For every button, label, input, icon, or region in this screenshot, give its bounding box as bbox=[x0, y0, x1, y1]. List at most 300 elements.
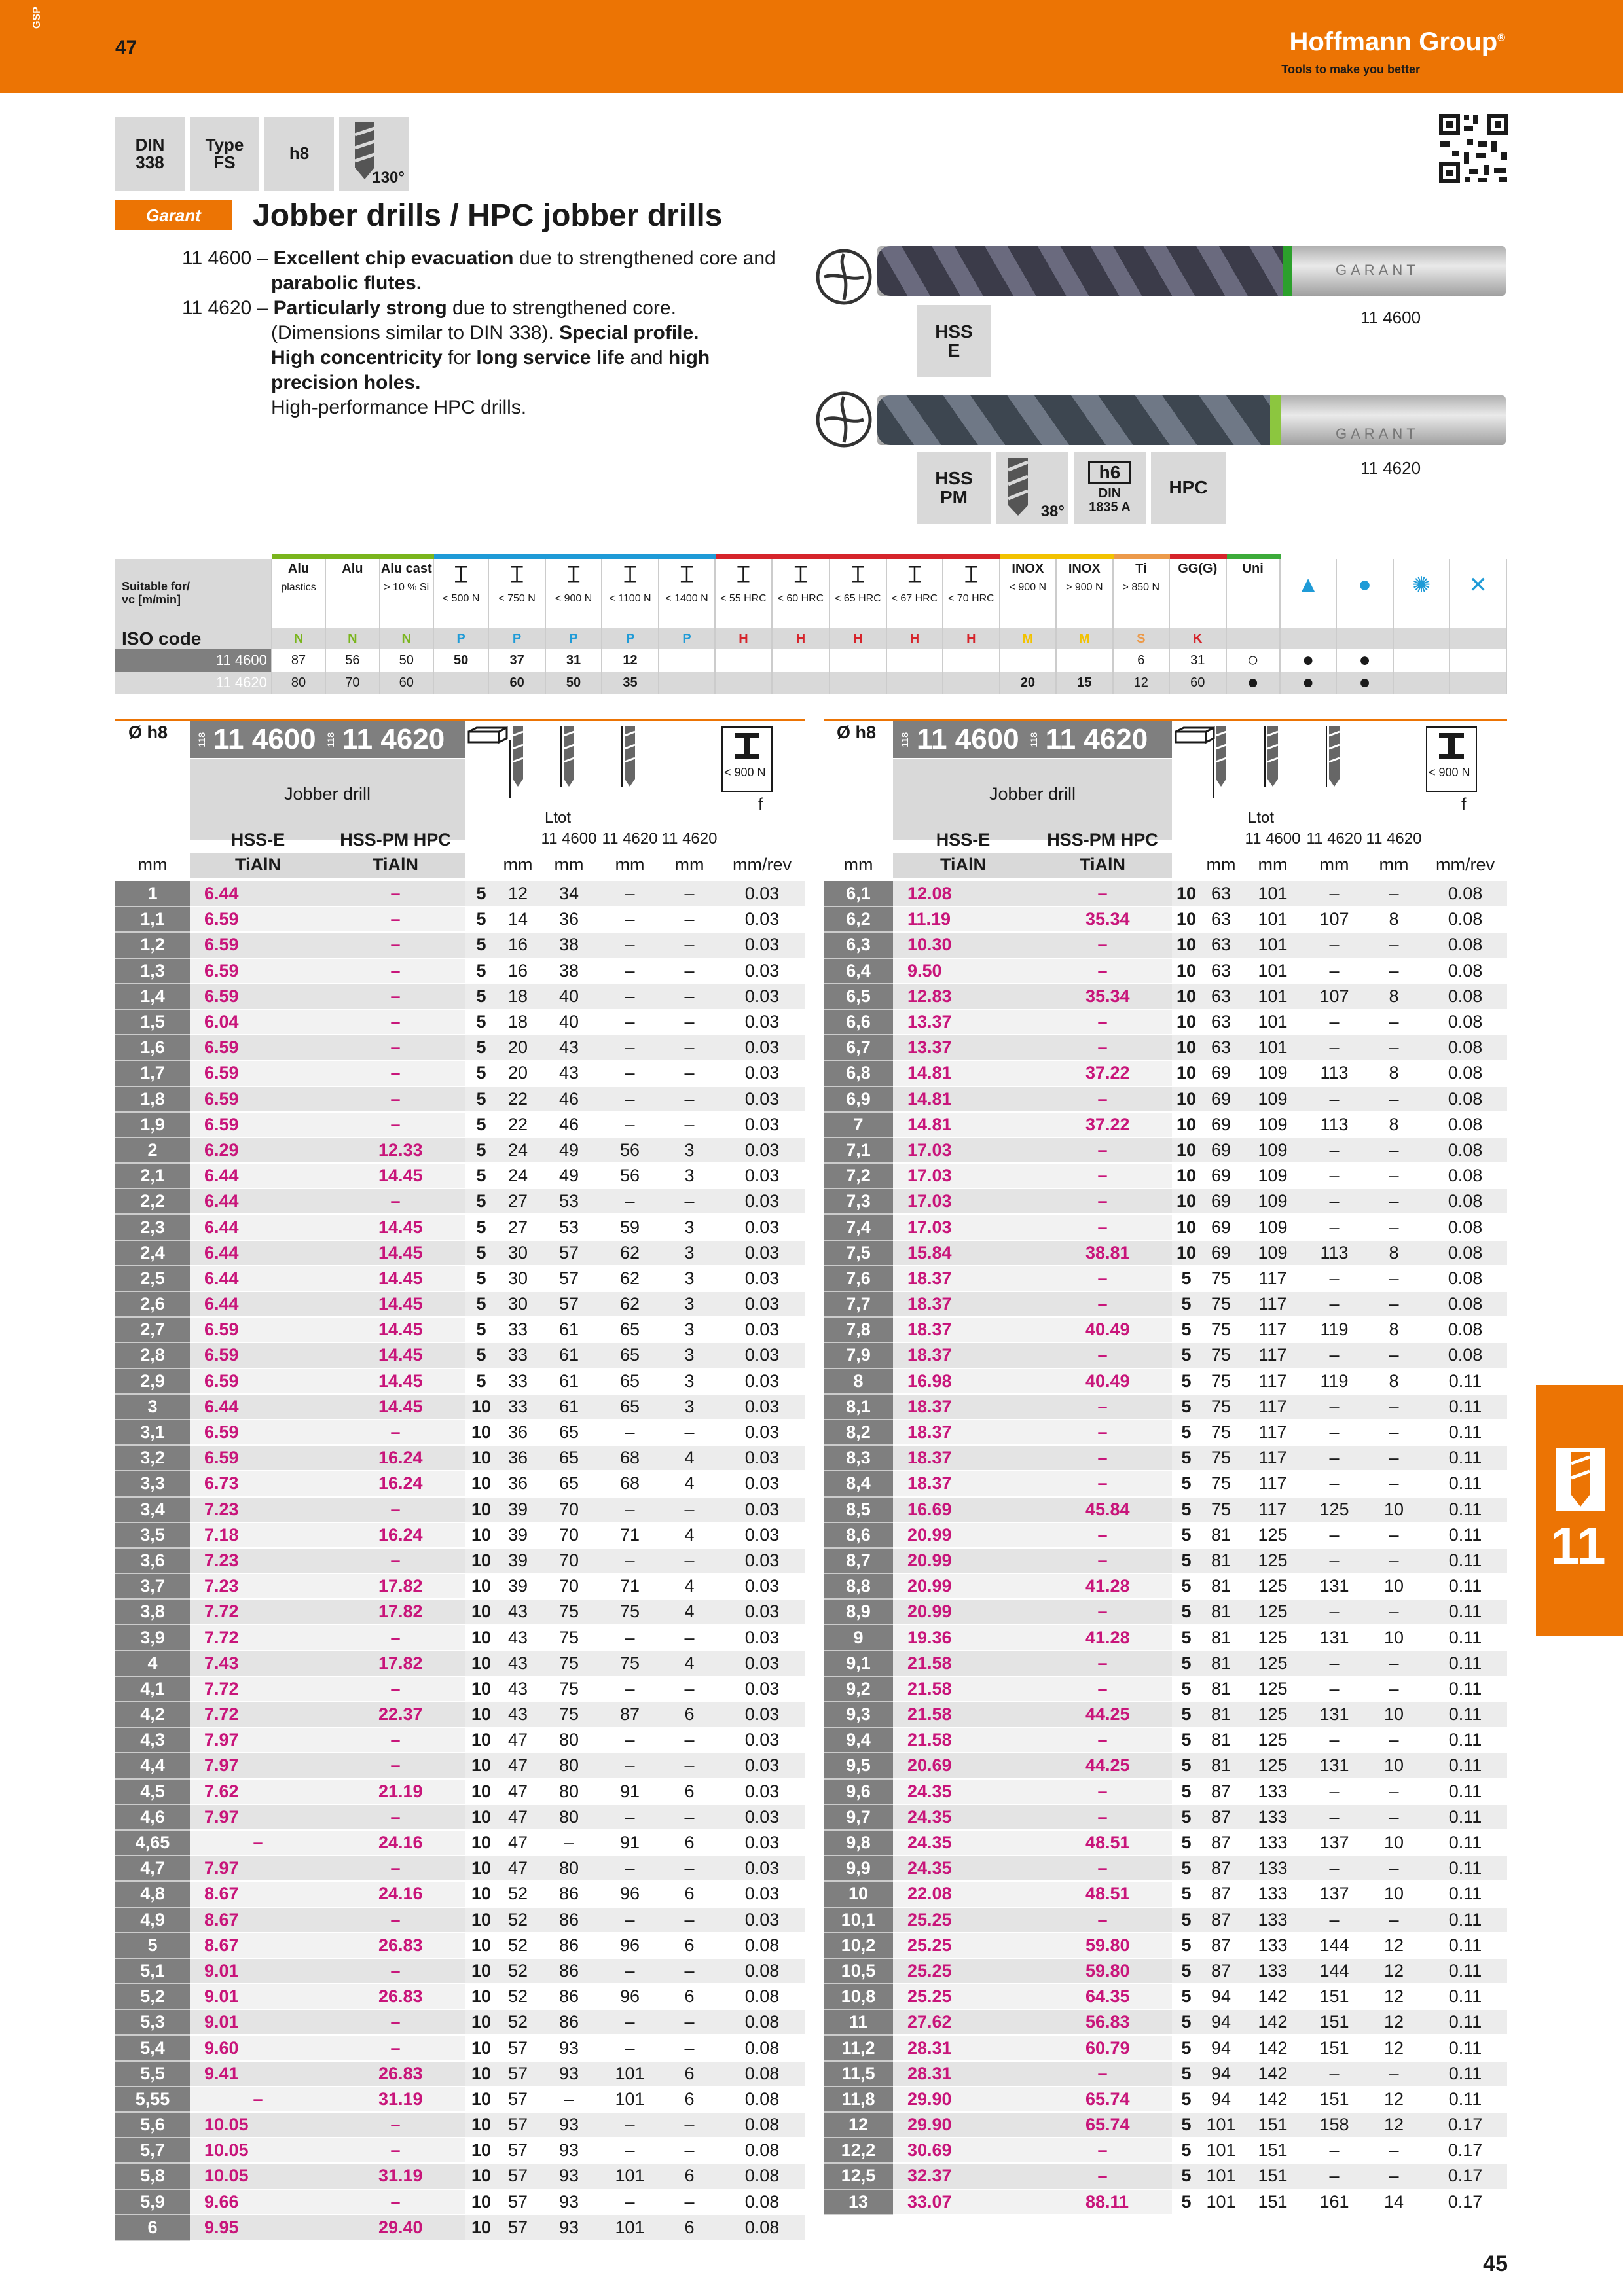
flute-length: 39 bbox=[498, 1548, 538, 1573]
price-hss-e[interactable]: 18.37 bbox=[893, 1420, 1033, 1445]
price-hss-e[interactable]: 6.59 bbox=[190, 1317, 326, 1342]
table-row bbox=[824, 1522, 1507, 1548]
price-hss-e[interactable]: 6.59 bbox=[190, 932, 326, 958]
price-hss-pm[interactable]: 17.82 bbox=[326, 1599, 465, 1624]
pack-qty: 5 bbox=[465, 958, 498, 984]
price-hss-e[interactable]: 20.69 bbox=[893, 1753, 1033, 1778]
price-hss-e[interactable]: 6.44 bbox=[190, 1163, 326, 1189]
price-hss-e[interactable]: 21.58 bbox=[893, 1702, 1033, 1727]
price-hss-pm[interactable]: – bbox=[326, 1856, 465, 1881]
pack-qty: 10 bbox=[1172, 1035, 1201, 1060]
price-hss-pm[interactable]: – bbox=[1033, 932, 1172, 958]
price-hss-pm[interactable]: 22.37 bbox=[326, 1702, 465, 1727]
price-hss-pm[interactable]: 14.45 bbox=[326, 1317, 465, 1342]
price-hss-pm[interactable]: – bbox=[1033, 1394, 1172, 1420]
price-hss-pm[interactable]: 16.24 bbox=[326, 1445, 465, 1471]
price-hss-pm[interactable]: – bbox=[1033, 1548, 1172, 1573]
total-length: 70 bbox=[538, 1522, 600, 1548]
feed-rate: 0.03 bbox=[719, 1471, 805, 1496]
pack-qty: 10 bbox=[465, 2009, 498, 2035]
price-hss-pm[interactable]: – bbox=[326, 2009, 465, 2035]
price-hss-pm[interactable]: – bbox=[326, 2035, 465, 2060]
price-hss-pm[interactable]: 40.49 bbox=[1033, 1369, 1172, 1394]
price-hss-e[interactable]: 27.62 bbox=[893, 2009, 1033, 2035]
price-hss-pm[interactable]: – bbox=[326, 1676, 465, 1702]
price-hss-pm[interactable]: 14.45 bbox=[326, 1394, 465, 1420]
diameter: 7,9 bbox=[824, 1342, 893, 1368]
pack-qty: 5 bbox=[1172, 1497, 1201, 1522]
price-hss-pm[interactable]: – bbox=[326, 1624, 465, 1650]
price-hss-e[interactable]: 7.23 bbox=[190, 1548, 326, 1573]
total-length-hpc: 101 bbox=[600, 2163, 660, 2189]
price-hss-pm[interactable]: – bbox=[326, 1727, 465, 1753]
price-hss-pm[interactable]: 41.28 bbox=[1033, 1624, 1172, 1650]
price-hss-e[interactable]: 6.59 bbox=[190, 1420, 326, 1445]
price-hss-e[interactable]: 24.35 bbox=[893, 1779, 1033, 1804]
price-hss-pm[interactable]: – bbox=[1033, 1907, 1172, 1933]
feed-rate: 0.08 bbox=[719, 2163, 805, 2189]
price-hss-e[interactable]: 19.36 bbox=[893, 1624, 1033, 1650]
price-hss-e[interactable]: 16.98 bbox=[893, 1369, 1033, 1394]
hpc-variant: 8 bbox=[1364, 1240, 1423, 1266]
section-tab[interactable] bbox=[1536, 1385, 1623, 1636]
price-hss-e[interactable]: 17.03 bbox=[893, 1138, 1033, 1163]
price-hss-e[interactable]: 15.84 bbox=[893, 1240, 1033, 1266]
diameter: 1,3 bbox=[115, 958, 190, 984]
price-hss-pm[interactable]: – bbox=[326, 1958, 465, 1984]
price-hss-e[interactable]: 7.97 bbox=[190, 1856, 326, 1881]
drill-cross-section-icon bbox=[814, 247, 873, 306]
price-hss-pm[interactable]: – bbox=[1033, 881, 1172, 906]
price-hss-e[interactable]: 10.30 bbox=[893, 932, 1033, 958]
price-hss-pm[interactable]: – bbox=[1033, 1138, 1172, 1163]
price-hss-pm[interactable]: 17.82 bbox=[326, 1573, 465, 1599]
price-hss-pm[interactable]: – bbox=[326, 1753, 465, 1778]
price-hss-pm[interactable]: 26.83 bbox=[326, 1984, 465, 2009]
price-hss-e[interactable]: 12.83 bbox=[893, 984, 1033, 1009]
price-hss-pm[interactable]: 35.34 bbox=[1033, 984, 1172, 1009]
price-hss-pm[interactable]: – bbox=[1033, 1445, 1172, 1471]
material-strength: < 1400 N bbox=[665, 593, 708, 604]
price-hss-e[interactable]: 7.23 bbox=[190, 1497, 326, 1522]
price-hss-e[interactable]: 6.44 bbox=[190, 1214, 326, 1240]
price-hss-e[interactable]: 7.62 bbox=[190, 1779, 326, 1804]
feed-rate: 0.11 bbox=[1423, 1445, 1507, 1471]
price-hss-pm[interactable]: 14.45 bbox=[326, 1266, 465, 1291]
feed-rate: 0.08 bbox=[1423, 1138, 1507, 1163]
material-strength: < 900 N bbox=[555, 593, 593, 604]
price-hss-e[interactable]: 17.03 bbox=[893, 1214, 1033, 1240]
price-hss-pm[interactable]: 14.45 bbox=[326, 1291, 465, 1317]
price-hss-e[interactable]: 18.37 bbox=[893, 1445, 1033, 1471]
price-hss-e[interactable]: 10.05 bbox=[190, 2138, 326, 2163]
diameter: 5,6 bbox=[115, 2112, 190, 2138]
table-row bbox=[824, 2163, 1507, 2189]
price-hss-e[interactable]: 29.90 bbox=[893, 2087, 1033, 2112]
flute-length: 30 bbox=[498, 1240, 538, 1266]
price-hss-pm[interactable]: – bbox=[1033, 1163, 1172, 1189]
price-hss-e[interactable]: 6.59 bbox=[190, 1035, 326, 1060]
flute-length: 52 bbox=[498, 1881, 538, 1907]
product-type: Jobber drill bbox=[989, 784, 1076, 804]
hpc-variant: 14 bbox=[1364, 2189, 1423, 2215]
tolerance-box: h8 bbox=[264, 117, 334, 191]
price-hss-e[interactable]: 18.37 bbox=[893, 1291, 1033, 1317]
hpc-variant: 3 bbox=[660, 1317, 719, 1342]
diameter: 9,2 bbox=[824, 1676, 893, 1702]
pack-qty: 5 bbox=[1172, 1676, 1201, 1702]
price-hss-e[interactable]: 6.59 bbox=[190, 1086, 326, 1112]
price-hss-pm[interactable]: – bbox=[326, 932, 465, 958]
iso-code: N bbox=[380, 628, 433, 649]
price-hss-e[interactable]: 9.50 bbox=[893, 958, 1033, 984]
price-hss-e[interactable]: 33.07 bbox=[893, 2189, 1033, 2215]
price-hss-e[interactable]: 18.37 bbox=[893, 1342, 1033, 1368]
price-hss-pm[interactable]: – bbox=[326, 1086, 465, 1112]
price-hss-e[interactable]: 6.59 bbox=[190, 958, 326, 984]
price-hss-e[interactable]: 24.35 bbox=[893, 1804, 1033, 1830]
price-hss-e[interactable]: 14.81 bbox=[893, 1060, 1033, 1086]
price-hss-e[interactable]: 21.58 bbox=[893, 1727, 1033, 1753]
diameter: 11,8 bbox=[824, 2087, 893, 2112]
price-hss-e[interactable]: – bbox=[190, 1830, 326, 1856]
feed-rate: 0.03 bbox=[719, 1779, 805, 1804]
price-hss-e[interactable]: 20.99 bbox=[893, 1599, 1033, 1624]
price-hss-pm[interactable]: – bbox=[1033, 1856, 1172, 1881]
price-hss-e[interactable]: 6.44 bbox=[190, 1394, 326, 1420]
price-hss-e[interactable]: 18.37 bbox=[893, 1266, 1033, 1291]
price-hss-pm[interactable]: 29.40 bbox=[326, 2215, 465, 2240]
price-hss-e[interactable]: 16.69 bbox=[893, 1497, 1033, 1522]
feed-rate: 0.08 bbox=[719, 2035, 805, 2060]
price-hss-e[interactable]: 9.60 bbox=[190, 2035, 326, 2060]
price-hss-pm[interactable]: – bbox=[326, 1548, 465, 1573]
price-hss-pm[interactable]: – bbox=[1033, 1727, 1172, 1753]
cutting-speed bbox=[943, 649, 999, 672]
price-hss-pm[interactable]: 38.81 bbox=[1033, 1240, 1172, 1266]
price-hss-pm[interactable]: – bbox=[1033, 2138, 1172, 2163]
price-hss-pm[interactable]: 44.25 bbox=[1033, 1702, 1172, 1727]
price-hss-pm[interactable]: 59.80 bbox=[1033, 1933, 1172, 1958]
price-hss-e[interactable]: 7.97 bbox=[190, 1804, 326, 1830]
price-hss-pm[interactable]: 14.45 bbox=[326, 1163, 465, 1189]
price-hss-pm[interactable]: – bbox=[1033, 1420, 1172, 1445]
price-hss-e[interactable]: 7.18 bbox=[190, 1522, 326, 1548]
price-hss-pm[interactable]: – bbox=[1033, 1035, 1172, 1060]
iso-code: P bbox=[659, 628, 715, 649]
price-hss-e[interactable]: 6.44 bbox=[190, 881, 326, 906]
price-hss-e[interactable]: 13.37 bbox=[893, 1035, 1033, 1060]
price-hss-e[interactable]: 6.59 bbox=[190, 1369, 326, 1394]
price-hss-pm[interactable]: 88.11 bbox=[1033, 2189, 1172, 2215]
total-length: 142 bbox=[1241, 1984, 1304, 2009]
cutting-speed: ○ bbox=[1226, 649, 1280, 672]
price-hss-e[interactable]: 7.43 bbox=[190, 1651, 326, 1676]
price-hss-pm[interactable]: – bbox=[326, 2189, 465, 2215]
price-hss-e[interactable]: 7.97 bbox=[190, 1727, 326, 1753]
price-hss-pm[interactable]: – bbox=[1033, 1086, 1172, 1112]
total-length-hpc: – bbox=[1304, 1035, 1364, 1060]
price-hss-e[interactable]: 7.72 bbox=[190, 1599, 326, 1624]
diameter: 8,3 bbox=[824, 1445, 893, 1471]
price-hss-e[interactable]: 24.35 bbox=[893, 1856, 1033, 1881]
price-hss-e[interactable]: 20.99 bbox=[893, 1548, 1033, 1573]
price-hss-pm[interactable]: 44.25 bbox=[1033, 1753, 1172, 1778]
price-hss-pm[interactable]: 37.22 bbox=[1033, 1112, 1172, 1138]
price-hss-e[interactable]: 7.72 bbox=[190, 1702, 326, 1727]
price-hss-e[interactable]: 6.59 bbox=[190, 984, 326, 1009]
flute-length: 47 bbox=[498, 1856, 538, 1881]
price-hss-pm[interactable]: – bbox=[1033, 1009, 1172, 1035]
price-hss-pm[interactable]: – bbox=[1033, 1651, 1172, 1676]
price-hss-e[interactable]: 8.67 bbox=[190, 1933, 326, 1958]
price-hss-e[interactable]: 9.66 bbox=[190, 2189, 326, 2215]
price-hss-e[interactable]: 6.59 bbox=[190, 1112, 326, 1138]
price-hss-e[interactable]: 22.08 bbox=[893, 1881, 1033, 1907]
price-hss-e[interactable]: 20.99 bbox=[893, 1522, 1033, 1548]
price-hss-pm[interactable]: – bbox=[326, 1112, 465, 1138]
price-hss-e[interactable]: 18.37 bbox=[893, 1471, 1033, 1496]
price-hss-pm[interactable]: 24.16 bbox=[326, 1881, 465, 1907]
price-hss-pm[interactable]: 35.34 bbox=[1033, 906, 1172, 932]
price-hss-pm[interactable]: – bbox=[1033, 1214, 1172, 1240]
price-hss-e[interactable]: 9.01 bbox=[190, 1984, 326, 2009]
price-hss-pm[interactable]: – bbox=[1033, 1291, 1172, 1317]
price-hss-e[interactable]: 28.31 bbox=[893, 2061, 1033, 2087]
price-hss-pm[interactable]: – bbox=[1033, 1342, 1172, 1368]
price-hss-e[interactable]: 17.03 bbox=[893, 1189, 1033, 1214]
pack-qty: 10 bbox=[465, 2215, 498, 2240]
price-hss-pm[interactable]: 37.22 bbox=[1033, 1060, 1172, 1086]
price-hss-e[interactable]: 25.25 bbox=[893, 1984, 1033, 2009]
hpc-variant: – bbox=[1364, 1548, 1423, 1573]
cutting-speed bbox=[433, 672, 488, 694]
pack-qty: 10 bbox=[465, 2138, 498, 2163]
price-hss-e[interactable]: 7.72 bbox=[190, 1624, 326, 1650]
price-hss-pm[interactable]: 14.45 bbox=[326, 1214, 465, 1240]
price-hss-pm[interactable]: – bbox=[1033, 2163, 1172, 2189]
price-hss-pm[interactable]: – bbox=[1033, 1676, 1172, 1702]
price-hss-pm[interactable]: 45.84 bbox=[1033, 1497, 1172, 1522]
price-hss-e[interactable]: 18.37 bbox=[893, 1317, 1033, 1342]
price-hss-pm[interactable]: – bbox=[326, 906, 465, 932]
price-hss-pm[interactable]: 64.35 bbox=[1033, 1984, 1172, 2009]
price-hss-e[interactable]: 21.58 bbox=[893, 1651, 1033, 1676]
price-hss-e[interactable]: 32.37 bbox=[893, 2163, 1033, 2189]
price-hss-pm[interactable]: 26.83 bbox=[326, 2061, 465, 2087]
price-hss-e[interactable]: 6.73 bbox=[190, 1471, 326, 1496]
price-hss-e[interactable]: 6.59 bbox=[190, 906, 326, 932]
pack-qty: 10 bbox=[465, 1933, 498, 1958]
price-hss-e[interactable]: 9.01 bbox=[190, 1958, 326, 1984]
price-hss-e[interactable]: 24.35 bbox=[893, 1830, 1033, 1856]
price-hss-pm[interactable]: 56.83 bbox=[1033, 2009, 1172, 2035]
price-hss-e[interactable]: 10.05 bbox=[190, 2163, 326, 2189]
total-length: 125 bbox=[1241, 1573, 1304, 1599]
price-hss-pm[interactable]: 14.45 bbox=[326, 1240, 465, 1266]
price-hss-e[interactable]: 28.31 bbox=[893, 2035, 1033, 2060]
price-hss-pm[interactable]: – bbox=[1033, 1779, 1172, 1804]
price-hss-pm[interactable]: 17.82 bbox=[326, 1651, 465, 1676]
feed-rate: 0.11 bbox=[1423, 1804, 1507, 1830]
pack-qty: 5 bbox=[1172, 2112, 1201, 2138]
price-hss-e[interactable]: 6.44 bbox=[190, 1291, 326, 1317]
price-hss-e[interactable]: 7.97 bbox=[190, 1753, 326, 1778]
strength-label: < 900 N bbox=[724, 766, 766, 779]
material-name: Alu bbox=[342, 562, 363, 576]
price-hss-e[interactable]: 25.25 bbox=[893, 1933, 1033, 1958]
price-hss-e[interactable]: 7.23 bbox=[190, 1573, 326, 1599]
price-hss-e[interactable]: 6.44 bbox=[190, 1266, 326, 1291]
price-hss-pm[interactable]: – bbox=[1033, 1804, 1172, 1830]
diameter: 5,7 bbox=[115, 2138, 190, 2163]
price-hss-pm[interactable]: – bbox=[326, 1189, 465, 1214]
price-hss-pm[interactable]: 31.19 bbox=[326, 2087, 465, 2112]
price-hss-pm[interactable]: – bbox=[326, 1907, 465, 1933]
price-hss-pm[interactable]: – bbox=[1033, 1599, 1172, 1624]
strength-label: < 900 N bbox=[1429, 766, 1470, 779]
price-hss-e[interactable]: 14.81 bbox=[893, 1086, 1033, 1112]
price-hss-e[interactable]: 12.08 bbox=[893, 881, 1033, 906]
price-hss-pm[interactable]: 31.19 bbox=[326, 2163, 465, 2189]
price-hss-pm[interactable]: – bbox=[326, 2138, 465, 2163]
price-hss-e[interactable]: 6.04 bbox=[190, 1009, 326, 1035]
price-hss-e[interactable]: 13.37 bbox=[893, 1009, 1033, 1035]
price-hss-pm[interactable]: 24.16 bbox=[326, 1830, 465, 1856]
price-hss-pm[interactable]: 59.80 bbox=[1033, 1958, 1172, 1984]
price-hss-e[interactable]: 17.03 bbox=[893, 1163, 1033, 1189]
price-hss-pm[interactable]: 48.51 bbox=[1033, 1830, 1172, 1856]
flute-length: 52 bbox=[498, 1984, 538, 2009]
price-hss-e[interactable]: 25.25 bbox=[893, 1907, 1033, 1933]
price-hss-pm[interactable]: – bbox=[1033, 2061, 1172, 2087]
price-hss-pm[interactable]: 60.79 bbox=[1033, 2035, 1172, 2060]
price-hss-e[interactable]: 9.95 bbox=[190, 2215, 326, 2240]
price-hss-e[interactable]: 6.44 bbox=[190, 1189, 326, 1214]
price-hss-pm[interactable]: 21.19 bbox=[326, 1779, 465, 1804]
price-hss-e[interactable]: 8.67 bbox=[190, 1881, 326, 1907]
coolant-icon: ▲ bbox=[1297, 572, 1319, 597]
pack-qty: 5 bbox=[1172, 2035, 1201, 2060]
price-hss-pm[interactable]: – bbox=[326, 1009, 465, 1035]
price-hss-e[interactable]: 25.25 bbox=[893, 1958, 1033, 1984]
price-hss-pm[interactable]: 14.45 bbox=[326, 1369, 465, 1394]
price-hss-pm[interactable]: 41.28 bbox=[1033, 1573, 1172, 1599]
cutting-speed: 80 bbox=[272, 672, 325, 694]
price-hss-e[interactable]: 6.29 bbox=[190, 1138, 326, 1163]
total-length-hpc: 68 bbox=[600, 1471, 660, 1496]
cutting-speed: 37 bbox=[488, 649, 545, 672]
price-hss-e[interactable]: 7.72 bbox=[190, 1676, 326, 1702]
price-hss-e[interactable]: 6.44 bbox=[190, 1240, 326, 1266]
price-hss-pm[interactable]: – bbox=[1033, 1189, 1172, 1214]
price-hss-e[interactable]: 18.37 bbox=[893, 1394, 1033, 1420]
price-hss-e[interactable]: 29.90 bbox=[893, 2112, 1033, 2138]
pack-qty: 5 bbox=[465, 1060, 498, 1086]
price-hss-e[interactable]: 6.59 bbox=[190, 1445, 326, 1471]
price-hss-e[interactable]: – bbox=[190, 2087, 326, 2112]
price-hss-pm[interactable]: 12.33 bbox=[326, 1138, 465, 1163]
price-hss-pm[interactable]: 16.24 bbox=[326, 1471, 465, 1496]
price-hss-e[interactable]: 11.19 bbox=[893, 906, 1033, 932]
price-hss-e[interactable]: 6.59 bbox=[190, 1342, 326, 1368]
price-hss-pm[interactable]: 40.49 bbox=[1033, 1317, 1172, 1342]
pack-qty: 5 bbox=[1172, 1907, 1201, 1933]
total-length-hpc: 101 bbox=[600, 2215, 660, 2240]
material-strength: < 70 HRC bbox=[948, 593, 994, 604]
price-hss-pm[interactable]: 65.74 bbox=[1033, 2112, 1172, 2138]
price-hss-pm[interactable]: – bbox=[1033, 1266, 1172, 1291]
table-row bbox=[824, 984, 1507, 1009]
total-length: 125 bbox=[1241, 1753, 1304, 1778]
cutting-speed bbox=[1393, 672, 1450, 694]
price-hss-e[interactable]: 9.01 bbox=[190, 2009, 326, 2035]
price-hss-e[interactable]: 21.58 bbox=[893, 1676, 1033, 1702]
price-hss-pm[interactable]: – bbox=[326, 984, 465, 1009]
feed-rate: 0.03 bbox=[719, 1907, 805, 1933]
price-hss-pm[interactable]: – bbox=[326, 881, 465, 906]
diameter: 2,8 bbox=[115, 1342, 190, 1368]
price-hss-e[interactable]: 14.81 bbox=[893, 1112, 1033, 1138]
price-hss-e[interactable]: 20.99 bbox=[893, 1573, 1033, 1599]
price-hss-pm[interactable]: 65.74 bbox=[1033, 2087, 1172, 2112]
price-hss-pm[interactable]: – bbox=[1033, 1522, 1172, 1548]
flute-length: 81 bbox=[1201, 1702, 1241, 1727]
feed-rate: 0.11 bbox=[1423, 1548, 1507, 1573]
total-length-hpc: – bbox=[1304, 1727, 1364, 1753]
price-hss-e[interactable]: 30.69 bbox=[893, 2138, 1033, 2163]
price-hss-pm[interactable]: 16.24 bbox=[326, 1522, 465, 1548]
pack-qty: 5 bbox=[465, 1214, 498, 1240]
price-hss-e[interactable]: 10.05 bbox=[190, 2112, 326, 2138]
price-hss-pm[interactable]: – bbox=[1033, 958, 1172, 984]
hpc-variant: 4 bbox=[660, 1471, 719, 1496]
product-type: Jobber drill bbox=[283, 784, 371, 804]
price-hss-pm[interactable]: – bbox=[326, 1497, 465, 1522]
price-hss-pm[interactable]: – bbox=[1033, 1471, 1172, 1496]
price-hss-pm[interactable]: – bbox=[326, 1060, 465, 1086]
price-hss-pm[interactable]: 26.83 bbox=[326, 1933, 465, 1958]
feed-rate: 0.11 bbox=[1423, 1881, 1507, 1907]
price-hss-e[interactable]: 9.41 bbox=[190, 2061, 326, 2087]
flute-length: 47 bbox=[498, 1727, 538, 1753]
price-hss-e[interactable]: 6.59 bbox=[190, 1060, 326, 1086]
price-hss-pm[interactable]: – bbox=[326, 1035, 465, 1060]
col-code: 11 4620 bbox=[661, 830, 718, 848]
cutting-speed: 60 bbox=[1169, 672, 1226, 694]
total-length: 46 bbox=[538, 1112, 600, 1138]
price-hss-pm[interactable]: – bbox=[326, 1804, 465, 1830]
price-hss-pm[interactable]: – bbox=[326, 1420, 465, 1445]
total-length: 117 bbox=[1241, 1266, 1304, 1291]
flute-length: 24 bbox=[498, 1163, 538, 1189]
price-hss-pm[interactable]: 14.45 bbox=[326, 1342, 465, 1368]
price-hss-pm[interactable]: – bbox=[326, 958, 465, 984]
diameter: 6,8 bbox=[824, 1060, 893, 1086]
brand-name: Hoffmann Group bbox=[1289, 27, 1498, 56]
total-length: 93 bbox=[538, 2112, 600, 2138]
pack-qty: 10 bbox=[465, 1624, 498, 1650]
price-hss-e[interactable]: 8.67 bbox=[190, 1907, 326, 1933]
total-length: – bbox=[538, 1830, 600, 1856]
table-row bbox=[824, 2087, 1507, 2112]
total-length-hpc: 96 bbox=[600, 1984, 660, 2009]
total-length: 133 bbox=[1241, 1881, 1304, 1907]
drill-code: 11 4620 bbox=[1360, 458, 1421, 478]
diameter: 1,9 bbox=[115, 1112, 190, 1138]
price-hss-pm[interactable]: – bbox=[326, 2112, 465, 2138]
price-hss-pm[interactable]: 48.51 bbox=[1033, 1881, 1172, 1907]
